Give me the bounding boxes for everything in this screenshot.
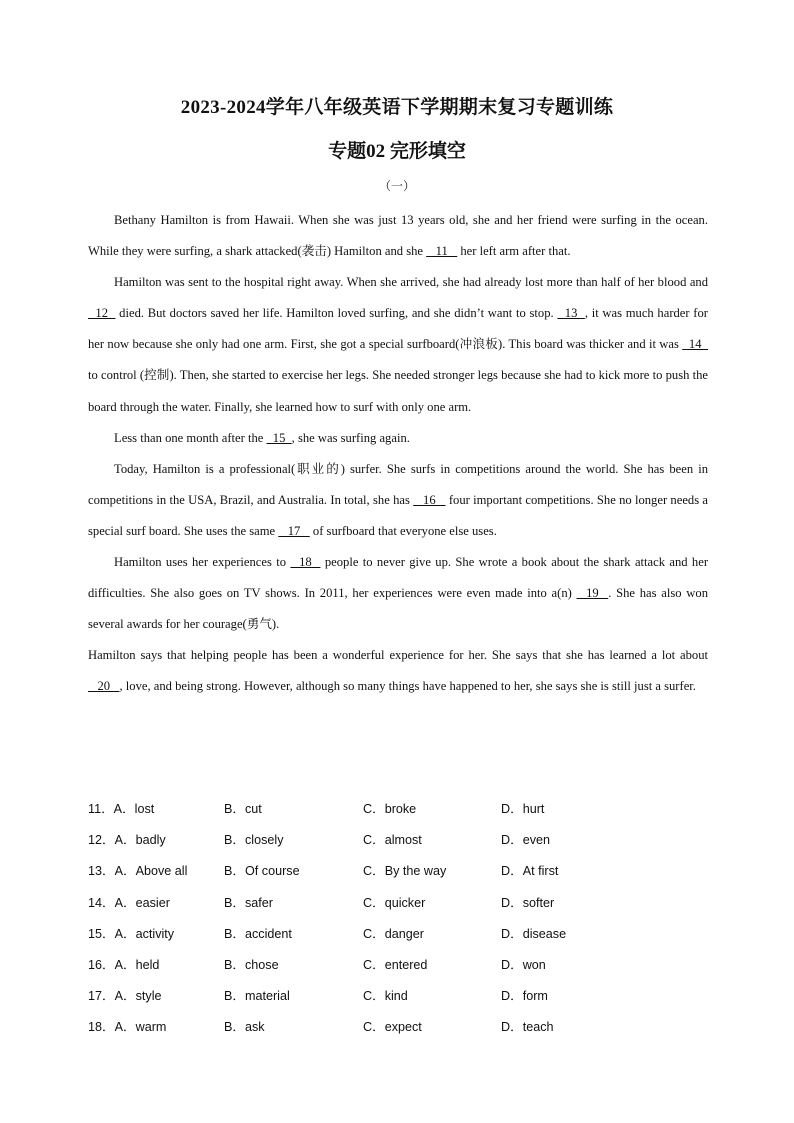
option-row: [88, 888, 708, 919]
option-row: [88, 794, 708, 825]
option-choice: D．won: [501, 957, 546, 972]
option-choice: C．By the way: [363, 864, 447, 879]
cloze-passage: [88, 205, 708, 703]
passage-paragraph: [88, 267, 708, 422]
passage-text: . She has also won several awards for her courage(勇气).: [88, 586, 708, 632]
option-choice: 13．A．Above all: [88, 864, 188, 879]
option-choice: 16．A．held: [88, 957, 160, 972]
answer-blank: 14: [682, 337, 709, 352]
option-choice: C．entered: [363, 957, 428, 972]
passage-text: , she was surfing again.: [291, 430, 410, 445]
option-row: [88, 1012, 708, 1043]
option-choice: B．material: [224, 989, 290, 1004]
option-choice: D．teach: [501, 1020, 554, 1035]
option-choice: C．expect: [363, 1020, 422, 1035]
option-row: [88, 919, 708, 950]
option-choice: 11．A．lost: [88, 802, 155, 816]
answer-blank: 16: [413, 492, 446, 507]
option-choice: 14．A．easier: [88, 895, 170, 910]
passage-text: people to never give up. She wrote a book about the shark attack and her difficulties. She also goes on TV shows. In 2011, her experiences were even made into a(n): [88, 555, 709, 601]
answer-blank: 15: [266, 430, 292, 445]
option-choice: B．chose: [224, 957, 279, 972]
option-row: [88, 856, 708, 887]
answer-options: [88, 794, 708, 1044]
passage-text: to control (控制). Then, she started to exercise her legs. She needed stronger legs because she had to kick more to push the board through the water. Finally, she learned how to surf with only one arm.: [88, 368, 708, 414]
passage-paragraph: [88, 547, 708, 640]
option-choice: 18．A．warm: [88, 1020, 167, 1035]
passage-text: her left arm after that.: [457, 244, 571, 259]
option-choice: D．hurt: [501, 802, 545, 816]
answer-blank: 11: [426, 244, 458, 259]
answer-blank: 12: [88, 306, 116, 321]
document-title: 2023-2024学年八年级英语下学期期末复习专题训练: [180, 97, 614, 118]
passage-paragraph: [88, 454, 708, 547]
option-choice: C．kind: [363, 989, 408, 1004]
answer-blank: 13: [557, 306, 585, 321]
option-choice: C．broke: [363, 802, 417, 816]
passage-text: Bethany Hamilton is from Hawaii. When she was just 13 years old, she and her friend were surfing in the ocean. While they were surfing, a shark attacked(袭击) Hamilton and she: [88, 213, 708, 259]
option-choice: B．safer: [224, 895, 273, 910]
document-subtitle: 专题02 完形填空: [328, 141, 466, 162]
option-choice: D．disease: [501, 926, 567, 941]
option-choice: C．almost: [363, 833, 422, 848]
passage-text: four important competitions. She no longer needs a special surf board. She uses the same: [88, 492, 708, 538]
passage-text: Hamilton uses her experiences to: [114, 555, 291, 570]
answer-blank: 18: [290, 555, 321, 570]
option-row: [88, 950, 708, 981]
option-choice: 15．A．activity: [88, 926, 175, 941]
passage-text: Hamilton says that helping people has been a wonderful experience for her. She says that she has learned a lot about: [88, 648, 708, 663]
answer-blank: 19: [576, 586, 609, 601]
option-choice: B．closely: [224, 833, 284, 848]
passage-text: , it was much harder for her now because she only had one arm. First, she got a special surfboard(冲浪板). This board was thicker and it was: [88, 306, 708, 352]
answer-blank: 17: [278, 523, 310, 538]
passage-paragraph: [88, 423, 708, 454]
option-choice: D．form: [501, 989, 548, 1004]
passage-text: , love, and being strong. However, although so many things have happened to her, she says she is still just a surfer.: [119, 679, 696, 694]
passage-paragraph: [88, 640, 708, 702]
option-choice: B．accident: [224, 926, 292, 941]
passage-text: Today, Hamilton is a professional(职业的) surfer. She surfs in competitions around the world. She has been in competitions in the USA, Brazil, and Australia. In total, she has: [88, 461, 708, 507]
option-choice: D．even: [501, 833, 550, 848]
passage-text: Less than one month after the: [114, 430, 267, 445]
option-choice: C．quicker: [363, 895, 426, 910]
answer-blank: 20: [88, 679, 120, 694]
option-choice: B．Of course: [224, 864, 300, 879]
option-row: [88, 981, 708, 1012]
passage-text: died. But doctors saved her life. Hamilton loved surfing, and she didn’t want to stop.: [115, 306, 558, 321]
option-choice: B．ask: [224, 1020, 265, 1035]
option-choice: 12．A．badly: [88, 833, 166, 848]
option-choice: D．At first: [501, 864, 559, 879]
option-choice: C．danger: [363, 926, 424, 941]
passage-text: Hamilton was sent to the hospital right away. When she arrived, she had already lost more than half of her blood and: [114, 275, 708, 290]
passage-text: of surfboard that everyone else uses.: [309, 523, 497, 538]
passage-paragraph: [88, 205, 708, 267]
option-row: [88, 825, 708, 856]
option-choice: 17．A．style: [88, 989, 162, 1004]
option-choice: D．softer: [501, 895, 555, 910]
option-choice: B．cut: [224, 802, 262, 816]
section-marker: （一）: [378, 179, 415, 193]
